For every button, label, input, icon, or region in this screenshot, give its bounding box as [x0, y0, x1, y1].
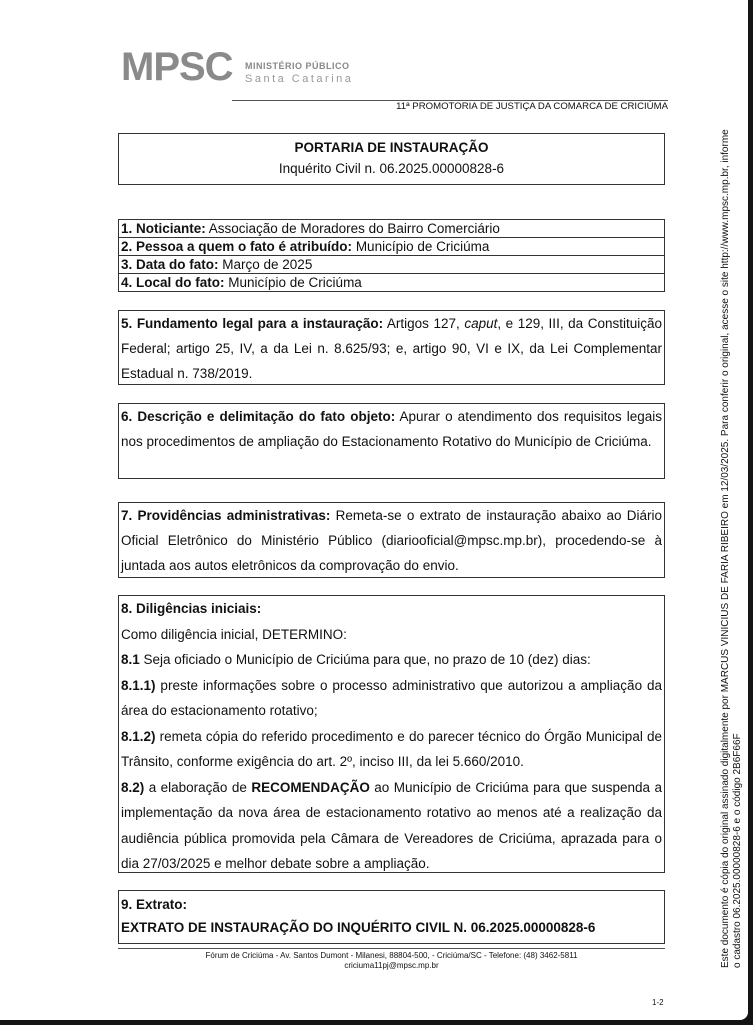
fundamento-text-a: Artigos 127,	[383, 316, 465, 331]
pessoa-value: Município de Criciúma	[352, 238, 490, 254]
section-diligencias	[118, 595, 665, 873]
signature-note-line2: o cadastro 06.2025.00000828-6 e o código 2B6F66F	[732, 733, 743, 968]
inquerito-number: Inquérito Civil n. 06.2025.00000828-6	[278, 161, 505, 176]
diligencias-intro: Como diligência inicial, DETERMINO:	[121, 626, 347, 642]
item-8-1-2-label: 8.1.2)	[121, 728, 156, 744]
descricao-text: Apurar o atendimento dos requisitos legais nos procedimentos de ampliação do Estacionamento Rotativo do Município de Criciúma.	[121, 409, 662, 449]
data-label: 3. Data do fato:	[121, 256, 219, 272]
fundamento-italic: caput	[464, 316, 498, 331]
pessoa-label: 2. Pessoa a quem o fato é atribuído:	[121, 238, 353, 254]
section-descricao	[118, 403, 665, 479]
noticiante-value: Associação de Moradores do Bairro Comerciário	[205, 220, 500, 236]
promotoria-label: 11ª PROMOTORIA DE JUSTIÇA DA COMARCA DE CRICIÚMA	[396, 101, 668, 112]
footer-email: criciuma11pj@mpsc.mp.br	[344, 961, 439, 970]
section-extrato	[118, 890, 665, 944]
section-providencias	[118, 502, 665, 578]
logo-mark: MPSC	[121, 45, 233, 89]
extrato-text: EXTRATO DE INSTAURAÇÃO DO INQUÉRITO CIVIL N. 06.2025.00000828-6	[121, 920, 596, 935]
section-fundamento	[118, 310, 665, 385]
page-footer	[118, 948, 665, 971]
item-8-1-1-text: preste informações sobre o processo administrativo que autorizou a ampliação da área do estacionamento rotativo;	[121, 677, 662, 718]
footer-address: Fórum de Criciúma - Av. Santos Dumont - Milanesi, 88804-500, - Criciúma/SC - Telefone: (48) 3462-5811	[205, 951, 578, 960]
item-8-1-label: 8.1	[121, 652, 140, 667]
signature-note-line1: Este documento é cópia do original assinado digitalmente por MARCUS VINICIUS DE FARIA RIBEIRO em 12/03/2025. Para conferir o original, acesse o site http://www.mpsc.mp.br, informe	[720, 129, 731, 968]
item-8-2-text-b: ao Município de Criciúma para que suspenda a implementação da nova área de estacionamento rotativo ao menos até a realização da audiência pública promovida pela Câmara de Vereadores de Criciúma, aprazada para o dia 27/03/2025 e melhor debate sobre a ampliação.	[121, 779, 662, 871]
mpsc-logo	[121, 44, 381, 90]
fundamento-text-b: , e 129, III, da Constituição Federal; artigo 25, IV, a da Lei n. 8.625/93; e, artigo 90, VI e IX, da Lei Complementar Estadual n. 738/2019.	[121, 316, 662, 381]
fundamento-label: 5. Fundamento legal para a instauração:	[121, 316, 384, 331]
info-table	[118, 219, 665, 292]
descricao-label: 6. Descrição e delimitação do fato objeto:	[121, 409, 396, 424]
table-row	[119, 256, 665, 274]
local-value: Município de Criciúma	[224, 274, 362, 290]
local-label: 4. Local do fato:	[121, 274, 225, 290]
providencias-text: Remeta-se o extrato de instauração abaixo ao Diário Oficial Eletrônico do Ministério Público (diariooficial@mpsc.mp.br), procedendo-se à juntada aos autos eletrônicos da comprovação do envio.	[121, 508, 662, 573]
diligencias-label: 8. Diligências iniciais:	[121, 601, 262, 616]
item-8-1-text: Seja oficiado o Município de Criciúma para que, no prazo de 10 (dez) dias:	[139, 652, 591, 667]
providencias-label: 7. Providências administrativas:	[121, 508, 331, 523]
table-row	[119, 220, 665, 238]
data-value: Março de 2025	[218, 256, 313, 272]
table-row	[119, 238, 665, 256]
noticiante-label: 1. Noticiante:	[121, 220, 206, 236]
item-8-2-text-a: a elaboração de	[144, 779, 252, 795]
table-row	[119, 274, 665, 292]
title-box	[118, 133, 665, 185]
logo-line1: MINISTÉRIO PÚBLICO	[245, 61, 350, 71]
page-number: 1-2	[652, 998, 664, 1007]
item-8-1-1-label: 8.1.1)	[121, 677, 156, 693]
logo-line2: Santa Catarina	[245, 73, 354, 85]
item-8-2-label: 8.2)	[121, 779, 145, 795]
extrato-label: 9. Extrato:	[121, 897, 188, 912]
item-8-2-bold: RECOMENDAÇÃO	[251, 779, 370, 795]
document-title: PORTARIA DE INSTAURAÇÃO	[294, 140, 489, 155]
item-8-1-2-text: remeta cópia do referido procedimento e do parecer técnico do Órgão Municipal de Trânsito, conforme exigência do art. 2º, inciso III, da lei 5.660/2010.	[121, 728, 662, 769]
